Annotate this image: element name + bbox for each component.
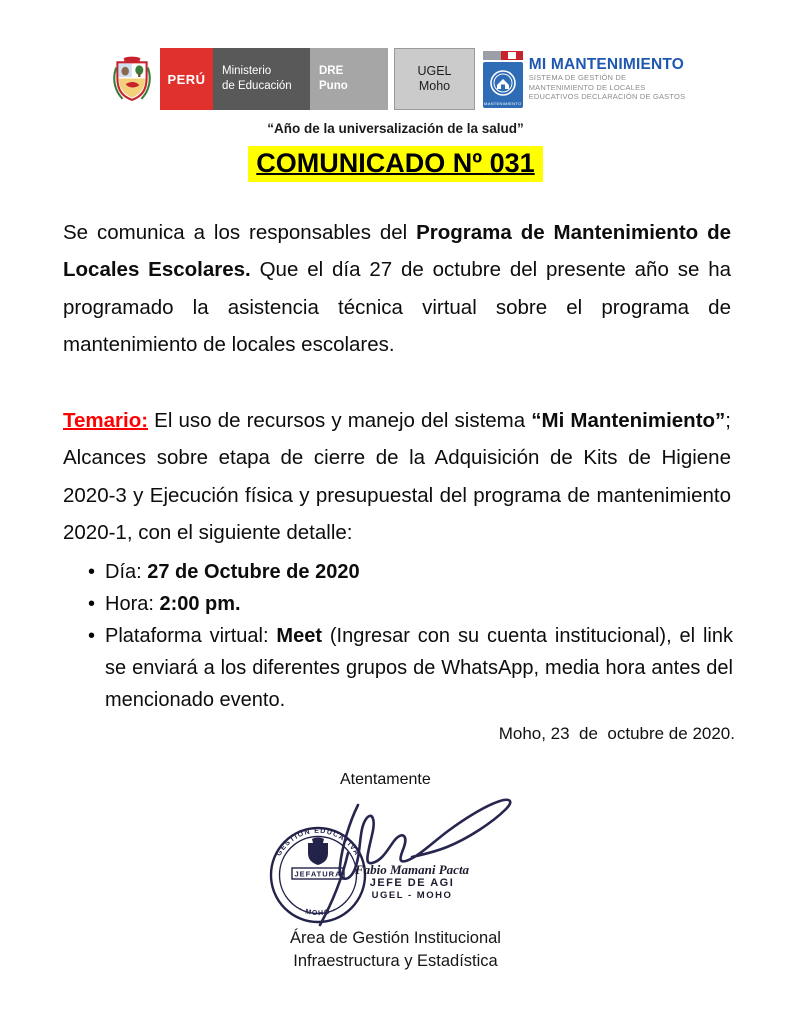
ugel-moho-box bbox=[394, 48, 475, 110]
dre-puno-box bbox=[310, 48, 388, 110]
stamp-band-text: JEFATURA bbox=[294, 869, 342, 879]
mi-mantenimiento-text bbox=[529, 56, 686, 102]
detail-list bbox=[88, 556, 733, 716]
page-title: COMUNICADO Nº 031 bbox=[248, 146, 542, 182]
plataforma-label: Plataforma virtual: bbox=[105, 625, 277, 647]
bullet-icon: • bbox=[88, 561, 96, 583]
peru-coat-of-arms-icon bbox=[113, 55, 151, 103]
minedu-line1: Ministerio bbox=[222, 65, 272, 77]
footer-line2: Infraestructura y Estadística bbox=[293, 952, 498, 970]
hora-label: Hora: bbox=[105, 593, 160, 615]
svg-text:· MOHO · bbox=[298, 906, 338, 917]
signature-and-stamp bbox=[262, 791, 527, 931]
footer-line1: Área de Gestión Institucional bbox=[290, 929, 501, 947]
dre-line2: Puno bbox=[319, 80, 348, 92]
p2-bold-system: “Mi Mantenimiento” bbox=[531, 408, 726, 432]
signatory-org: UGEL - MOHO bbox=[371, 890, 453, 901]
title-row bbox=[0, 146, 791, 182]
peru-flag-banner-icon bbox=[483, 51, 523, 60]
dateline: Moho, 23 de octubre de 2020. bbox=[498, 724, 735, 743]
bullet-icon: • bbox=[88, 625, 96, 647]
peru-coat-of-arms bbox=[103, 48, 160, 110]
p1-lead: Se comunica a los responsables del bbox=[63, 220, 417, 244]
bullet-icon: • bbox=[88, 593, 96, 615]
mi-mantenimiento-tagline-1: SISTEMA DE GESTIÓN DE bbox=[528, 73, 627, 83]
year-motto: “Año de la universalización de la salud” bbox=[267, 121, 524, 136]
footer-office bbox=[0, 927, 791, 973]
plataforma-value: Meet bbox=[276, 625, 322, 647]
signatory-block bbox=[340, 862, 484, 902]
signatory-name: Fabio Mamani Pacta bbox=[354, 862, 470, 877]
list-item-hora bbox=[88, 588, 733, 620]
paragraph-announcement bbox=[63, 214, 731, 364]
plataforma-suffix: (Ingresar con su cuenta institucional), el link se enviará a los diferentes grupos de WhatsApp, media hora antes del mencionado evento. bbox=[105, 625, 733, 711]
dia-value: 27 de Octubre de 2020 bbox=[147, 561, 360, 583]
mi-mantenimiento-icon-column bbox=[482, 51, 524, 108]
hora-value: 2:00 pm. bbox=[159, 593, 241, 615]
mi-mantenimiento-logo bbox=[481, 48, 686, 110]
dia-label: Día: bbox=[105, 561, 148, 583]
dre-line1: DRE bbox=[319, 65, 344, 77]
closing-salutation: Atentamente bbox=[340, 771, 431, 788]
paragraph-temario bbox=[63, 402, 731, 552]
institutional-header bbox=[103, 48, 686, 110]
mi-mantenimiento-icon bbox=[483, 62, 523, 108]
list-item-plataforma bbox=[88, 620, 733, 716]
mi-mantenimiento-title: MI MANTENIMIENTO bbox=[528, 56, 685, 74]
peru-label-box bbox=[160, 48, 213, 110]
stamp-arc-bottom-text: · MOHO · bbox=[297, 905, 339, 918]
p1-bold-program: Programa de Mantenimiento de Locales Escolares. bbox=[63, 220, 731, 281]
ministerio-educacion-box bbox=[213, 48, 310, 110]
p2-mid: El uso de recursos y manejo del sistema bbox=[148, 408, 532, 432]
mi-mantenimiento-icon-caption: MANTENIMIENTO bbox=[484, 100, 522, 106]
p2-rest: ; Alcances sobre etapa de cierre de la Adquisición de Kits de Higiene 2020-3 y Ejecución física y presupuestal del programa de mantenimiento 2020-1, con el siguiente detalle: bbox=[63, 408, 731, 544]
p1-rest: Que el día 27 de octubre del presente año se ha programado la asistencia técnica virtual sobre el programa de mantenimiento de locales escolares. bbox=[63, 258, 731, 356]
ugel-line1: UGEL bbox=[417, 64, 452, 78]
ugel-line2: Moho bbox=[418, 79, 451, 93]
minedu-line2: de Educación bbox=[222, 80, 292, 92]
mi-mantenimiento-tagline-3: EDUCATIVOS DECLARACIÓN DE GASTOS bbox=[528, 92, 686, 102]
list-item-dia bbox=[88, 556, 733, 588]
signatory-role: JEFE DE AGI bbox=[369, 877, 455, 889]
stamp-arc-top-text: GESTIÓN EDUCATIVA bbox=[275, 827, 361, 858]
temario-label: Temario: bbox=[63, 408, 149, 432]
mi-mantenimiento-tagline-2: MANTENIMIENTO DE LOCALES bbox=[528, 82, 646, 92]
peru-label: PERÚ bbox=[167, 71, 206, 87]
